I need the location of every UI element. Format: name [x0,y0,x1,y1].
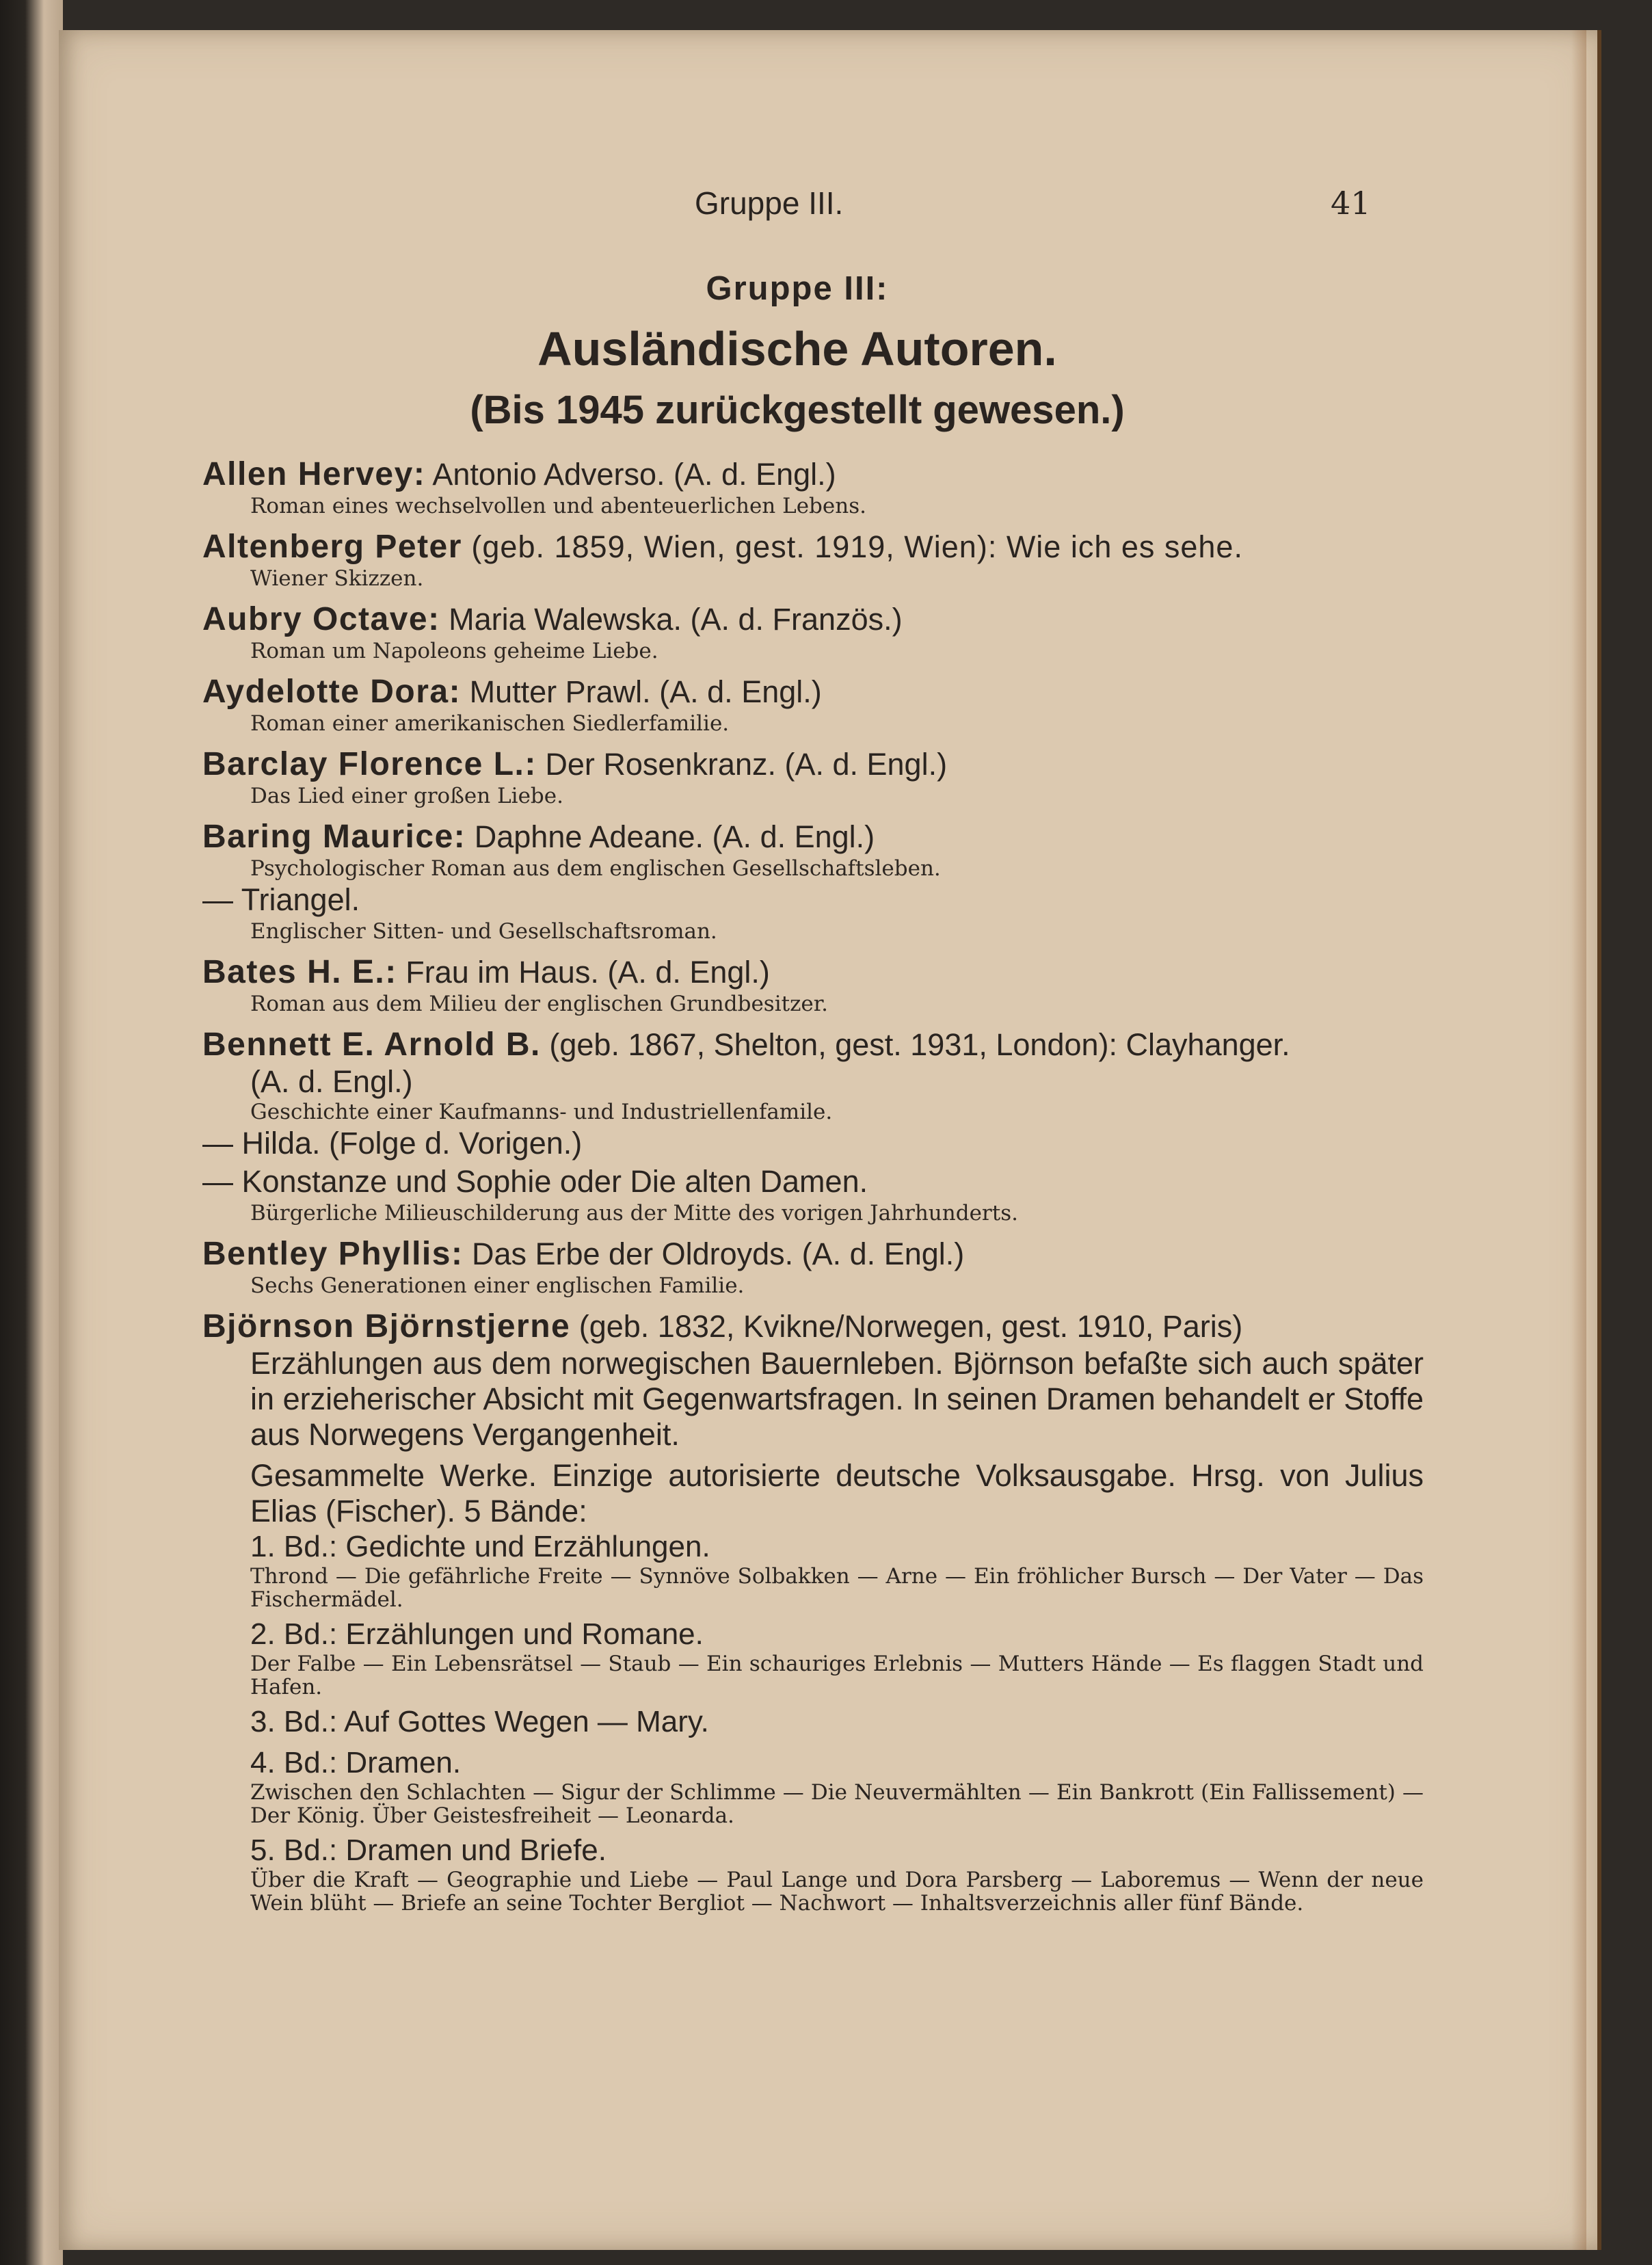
volume-title: Auf Gottes Wegen — Mary. [337,1705,709,1738]
edition-description: Gesammelte Werke. Einzige autorisierte deutsche Volksausgabe. Hrsg. von Julius Elias (Fischer). 5 Bände: [250,1458,1424,1528]
work-note: Sechs Generationen einer englischen Familie. [250,1273,745,1298]
page-number: 41 [1331,185,1371,222]
section-headings [59,269,1536,445]
volume-2-title [202,1617,1424,1652]
work-note: Das Lied einer großen Liebe. [250,784,563,808]
work-title: (geb. 1867, Shelton, gest. 1931, London): Clayhanger. [540,1027,1290,1062]
volume-title: Erzählungen und Romane. [337,1617,704,1651]
volume-title: Gedichte und Erzählungen. [337,1530,710,1563]
volume-title: Dramen. [337,1746,462,1779]
entry-baring [202,818,1424,944]
section-title: Ausländische Autoren. [537,322,1057,375]
entry-bjornson [202,1308,1424,1915]
volume-label: 5. Bd.: [250,1833,338,1867]
author-dates: (geb. 1832, Kvikne/Norwegen, gest. 1910, Paris) [570,1309,1243,1344]
work-title: Mutter Prawl. (A. d. Engl.) [461,674,822,709]
work-note: Psychologischer Roman aus dem englischen Gesellschaftsleben. [250,856,941,881]
entry-bentley [202,1235,1424,1298]
work-title: Das Erbe der Oldroyds. (A. d. Engl.) [463,1236,965,1271]
entry-aydelotte [202,673,1424,736]
work-title: (geb. 1859, Wien, gest. 1919, Wien): Wie ich es sehe. [462,529,1243,564]
volume-4-contents: Zwischen den Schlachten — Sigur der Schlimme — Die Neuvermählten — Ein Bankrott (Ein Fallissement) — Der König. Über Geistesfreiheit — Leonarda. [250,1780,1424,1828]
work-note: Roman eines wechselvollen und abenteuerlichen Lebens. [250,494,866,518]
author-name: Barclay Florence L.: [202,746,537,782]
author-name: Bennett E. Arnold B. [202,1026,541,1063]
author-name: Baring Maurice: [202,819,466,855]
work-title: Der Rosenkranz. (A. d. Engl.) [536,747,948,782]
running-title: Gruppe III. [695,185,844,221]
work-title: Maria Walewska. (A. d. Französ.) [440,602,903,637]
volume-5-contents: Über die Kraft — Geographie und Liebe — Paul Lange und Dora Parsberg — Laboremus — Wenn der neue Wein blüht — Briefe an seine Tochter Bergliot — Nachwort — Inhaltsverzeichnis aller fünf Bände. [250,1868,1424,1916]
second-work-title: — Hilda. (Folge d. Vorigen.) [202,1126,583,1161]
entry-altenberg [202,528,1424,591]
book-page [59,30,1601,2250]
running-header [59,185,1597,233]
volume-3-title [202,1704,1424,1740]
volume-1-contents: Thrond — Die gefährliche Freite — Synnöve Solbakken — Arne — Ein fröhlicher Bursch — Der Vater — Das Fischermädel. [250,1564,1424,1612]
second-work-note: Englischer Sitten- und Gesellschaftsroman. [250,919,717,944]
author-name: Bentley Phyllis: [202,1236,464,1272]
volume-label: 1. Bd.: [250,1530,338,1563]
volume-label: 3. Bd.: [250,1705,338,1738]
volume-2-contents: Der Falbe — Ein Lebensrätsel — Staub — Ein schauriges Erlebnis — Mutters Hände — Es flaggen Stadt und Hafen. [250,1652,1424,1699]
section-subtitle: (Bis 1945 zurückgestellt gewesen.) [470,388,1125,432]
author-name: Altenberg Peter [202,529,462,565]
author-name: Bates H. E.: [202,954,397,990]
volume-5-title [202,1833,1424,1868]
work-title: Daphne Adeane. (A. d. Engl.) [466,819,875,854]
volume-4-title [202,1745,1424,1781]
volume-label: 2. Bd.: [250,1617,338,1651]
entry-aubry [202,600,1424,663]
work-note: Roman einer amerikanischen Siedlerfamilie. [250,711,730,736]
work-title: Antonio Adverso. (A. d. Engl.) [425,457,836,492]
work-title-continued: (A. d. Engl.) [250,1064,413,1099]
entry-barclay [202,745,1424,808]
entry-bennett [202,1026,1424,1226]
work-note: Roman um Napoleons geheime Liebe. [250,639,658,663]
author-description: Erzählungen aus dem norwegischen Bauernleben. Björnson befaßte sich auch später in erzieherischer Absicht mit Gegenwartsfragen. In seinen Dramen behandelt er Stoffe aus Norwegens Vergangenheit. [250,1346,1424,1452]
author-name: Allen Hervey: [202,456,426,492]
second-work-title: — Triangel. [202,882,360,917]
book-spine-shadow [0,0,63,2265]
group-heading: Gruppe III: [706,270,889,307]
work-note: Wiener Skizzen. [250,566,424,591]
volume-title: Dramen und Briefe. [337,1833,607,1867]
author-name: Björnson Björnstjerne [202,1308,571,1345]
entry-bates [202,953,1424,1016]
entry-allen [202,455,1424,518]
volume-label: 4. Bd.: [250,1746,338,1779]
author-name: Aubry Octave: [202,601,440,637]
third-work-title: — Konstanze und Sophie oder Die alten Damen. [202,1164,868,1199]
work-note: Geschichte einer Kaufmanns- und Industriellenfamile. [250,1100,833,1124]
work-title: Frau im Haus. (A. d. Engl.) [397,955,770,990]
third-work-note: Bürgerliche Milieuschilderung aus der Mitte des vorigen Jahrhunderts. [250,1201,1018,1226]
author-name: Aydelotte Dora: [202,674,462,710]
volume-1-title [202,1529,1424,1565]
author-entries [202,455,1424,1924]
work-note: Roman aus dem Milieu der englischen Grundbesitzer. [250,992,829,1016]
